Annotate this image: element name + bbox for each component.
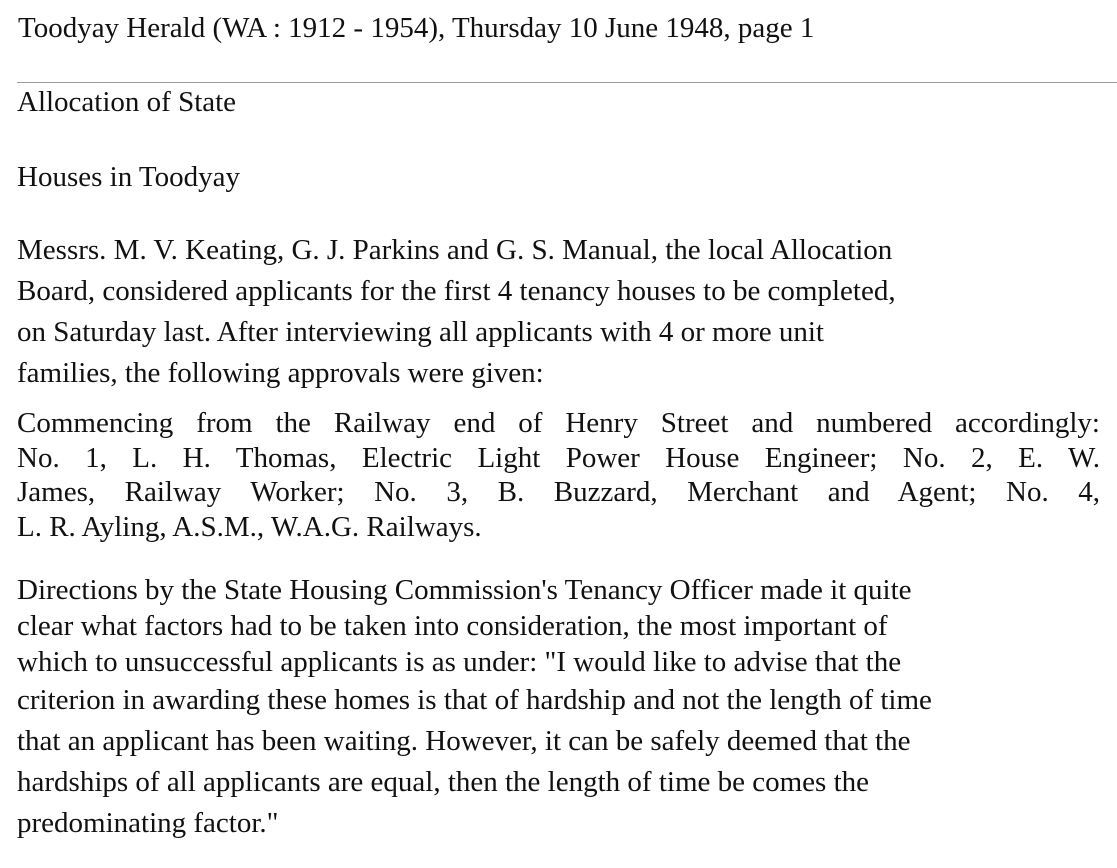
paragraph-line: No. 1, L. H. Thomas, Electric Light Power House Engineer; No. 2, E. W.	[17, 441, 1100, 474]
headline-line-2: Houses in Toodyay	[17, 161, 240, 193]
paragraph-line: James, Railway Worker; No. 3, B. Buzzard, Merchant and Agent; No. 4,	[17, 476, 1100, 508]
header-divider	[17, 82, 1117, 83]
paragraph-line: Commencing from the Railway end of Henry Street and numbered accordingly:	[17, 407, 1100, 439]
paragraph-line: which to unsuccessful applicants is as under: "I would like to advise that the	[17, 646, 902, 678]
paragraph-line: Board, considered applicants for the first 4 tenancy houses to be completed,	[17, 275, 896, 307]
paragraph-line: hardships of all applicants are equal, then the length of time be comes the	[17, 766, 870, 798]
paragraph-line: families, the following approvals were given:	[17, 357, 544, 389]
paragraph-line: L. R. Ayling, A.S.M., W.A.G. Railways.	[17, 510, 482, 543]
paragraph-tenancy-officer-directions	[17, 572, 1077, 844]
headline-line-1: Allocation of State	[17, 86, 237, 118]
paragraph-line: Messrs. M. V. Keating, G. J. Parkins and G. S. Manual, the local Allocation	[17, 234, 893, 266]
paragraph-allocation-board	[17, 230, 1057, 394]
newspaper-masthead: Toodyay Herald (WA : 1912 - 1954), Thursday 10 June 1948, page 1	[18, 12, 815, 44]
paragraph-line: criterion in awarding these homes is that of hardship and not the length of time	[17, 684, 932, 716]
paragraph-line: clear what factors had to be taken into consideration, the most important of	[17, 610, 888, 642]
paragraph-approvals-list	[17, 406, 1100, 544]
paragraph-line: that an applicant has been waiting. However, it can be safely deemed that the	[17, 725, 911, 757]
paragraph-line: on Saturday last. After interviewing all applicants with 4 or more unit	[17, 316, 824, 348]
paragraph-line: Directions by the State Housing Commission's Tenancy Officer made it quite	[17, 574, 912, 606]
paragraph-line: predominating factor."	[17, 807, 279, 839]
